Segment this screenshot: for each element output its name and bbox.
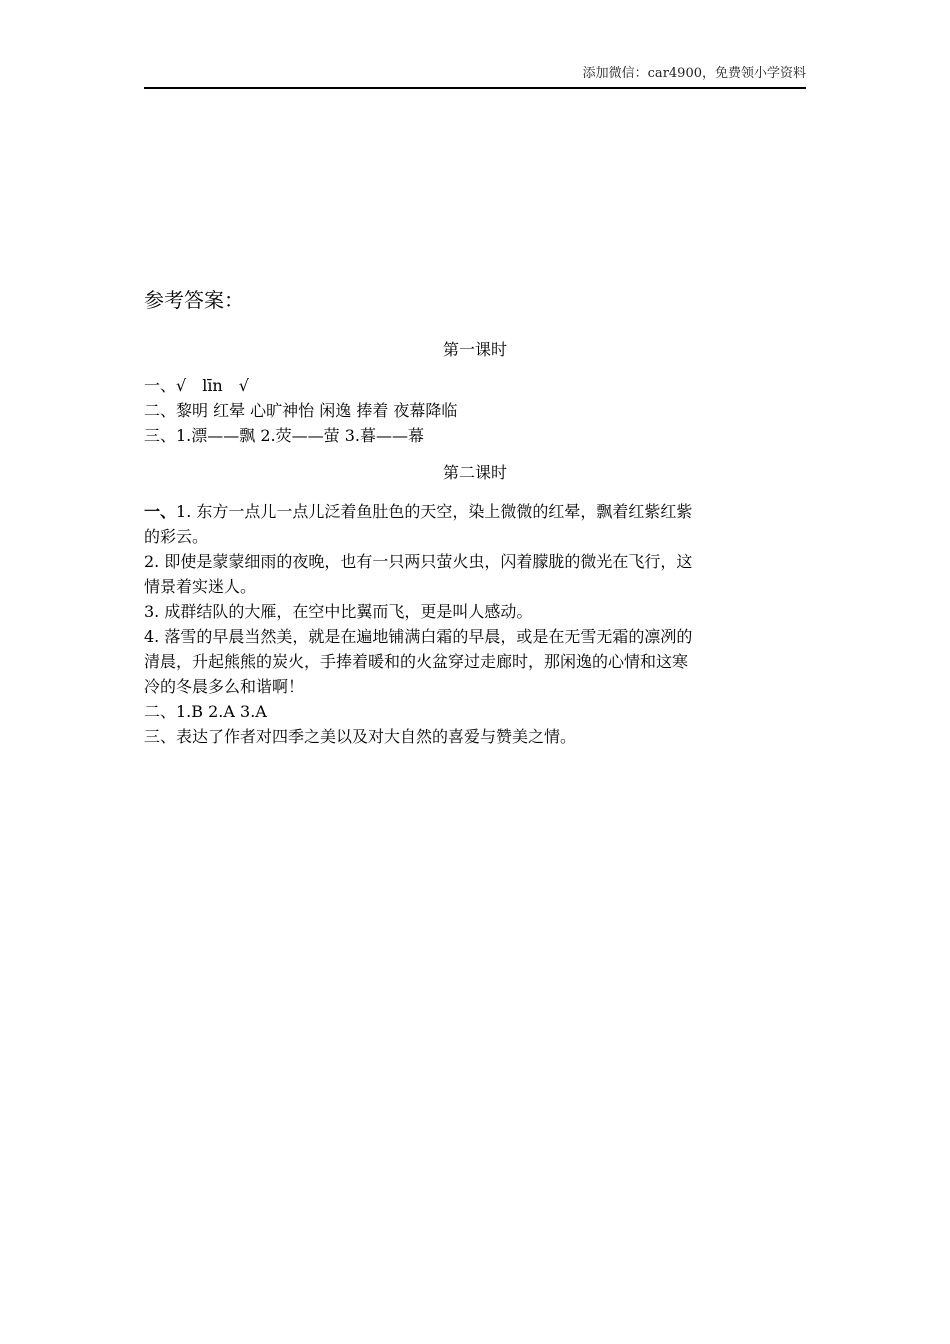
lesson-2-answer-line: 二、1.B 2.A 3.A — [144, 702, 267, 721]
answer-text: 1. 东方一点儿一点儿泛着鱼肚色的天空，染上微微的红晕，飘着红紫红紫 — [176, 502, 693, 521]
lesson-1-title: 第一课时 — [442, 340, 507, 359]
answer-key-heading: 参考答案： — [144, 288, 244, 312]
lesson-2-answer-line: 清晨，升起熊熊的炭火，手捧着暖和的火盆穿过走廊时，那闲逸的心情和这寒 — [144, 652, 689, 671]
lesson-1-answer-line: 一、√ līn √ — [144, 376, 249, 395]
lesson-2-answer-line: 2. 即使是蒙蒙细雨的夜晚，也有一只两只萤火虫，闪着朦胧的微光在飞行，这 — [144, 552, 693, 571]
lesson-2-answer-line: 的彩云。 — [144, 527, 209, 546]
question-number: 一、 — [144, 502, 177, 521]
lesson-2-answer-line: 4. 落雪的早晨当然美，就是在遍地铺满白霜的早晨，或是在无雪无霜的凛冽的 — [144, 627, 693, 646]
header-rule — [144, 87, 806, 89]
lesson-2-answer-line: 三、表达了作者对四季之美以及对大自然的喜爱与赞美之情。 — [144, 727, 577, 746]
lesson-2-answer-line: 3. 成群结队的大雁，在空中比翼而飞，更是叫人感动。 — [144, 602, 533, 621]
lesson-2-title: 第二课时 — [442, 463, 507, 482]
lesson-2-answer-line — [144, 500, 806, 525]
lesson-1-answer-line: 三、1.漂——飘 2.荧——萤 3.暮——幕 — [144, 426, 424, 445]
lesson-2-answer-line: 冷的冬晨多么和谐啊！ — [144, 677, 305, 696]
lesson-2-answer-line: 情景着实迷人。 — [144, 577, 257, 596]
header-text: 添加微信：car4900，免费领小学资料 — [582, 66, 806, 81]
lesson-1-answer-line: 二、黎明 红晕 心旷神怡 闲逸 捧着 夜幕降临 — [144, 401, 458, 420]
